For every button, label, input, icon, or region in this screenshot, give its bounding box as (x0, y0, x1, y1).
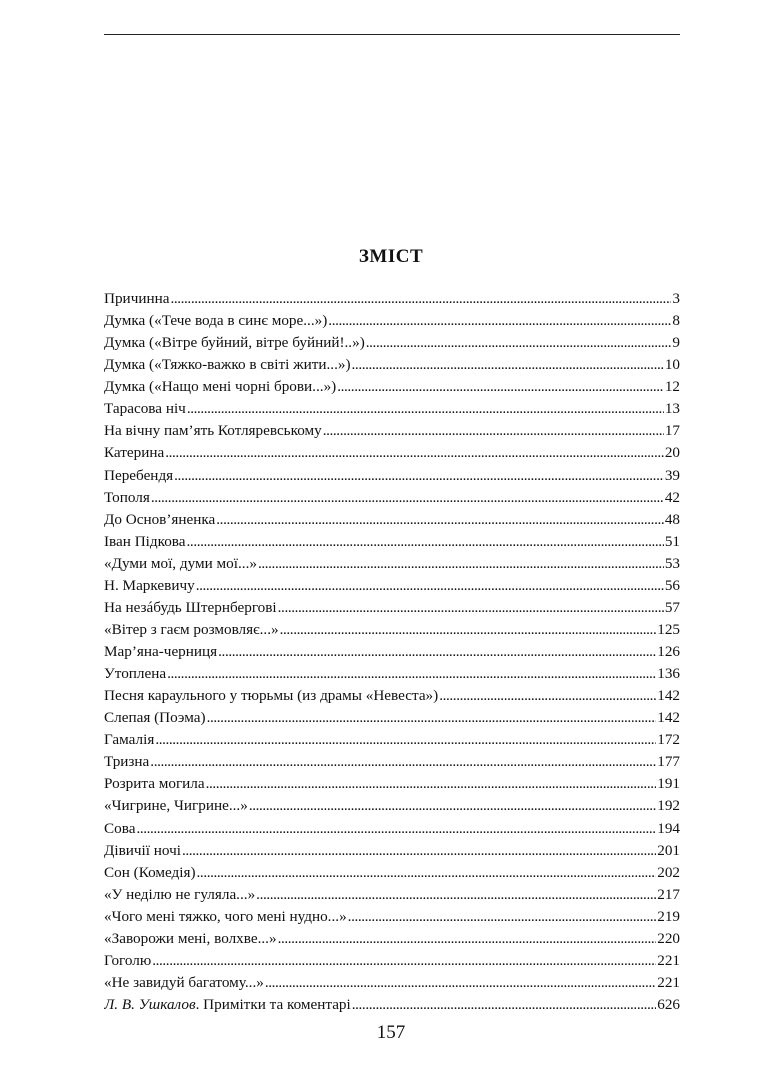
toc-entry (104, 354, 680, 376)
toc-entry-title (104, 619, 279, 641)
toc-entry-title (104, 376, 336, 398)
toc-entry (104, 884, 680, 906)
toc-entry-text: Песня караульного у тюрьмы (из драмы «Невеста») (104, 687, 439, 705)
toc-entry-text: Сон (Комедія) (104, 863, 196, 881)
toc-entry-text: Н. Маркевичу (104, 576, 195, 594)
toc-entry-title (104, 729, 154, 751)
dot-leader (216, 509, 664, 531)
dot-leader (352, 994, 656, 1016)
dot-leader (328, 310, 671, 332)
dot-leader (348, 906, 657, 928)
toc-entry-page: 126 (657, 643, 680, 660)
toc-entry-text: Утоплена (104, 665, 167, 683)
toc-entry-page: 626 (657, 996, 680, 1013)
toc-entry (104, 906, 680, 928)
toc-entry-page: 221 (657, 951, 680, 969)
toc-entry-text: Тополя (104, 488, 150, 506)
toc-entry (104, 972, 680, 994)
toc-entry-page: 194 (657, 819, 680, 837)
dot-leader (265, 972, 656, 994)
toc-entry (104, 288, 680, 310)
toc-entry-text: Думка («Вітре буйний, вітре буйний!..») (104, 334, 365, 352)
toc-entry (104, 641, 680, 663)
toc-entry-text: «Вітер з гаєм розмовляє...» (104, 620, 279, 638)
toc-entry (104, 531, 680, 553)
toc-entry-page: 20 (664, 444, 680, 462)
toc-entry-title (104, 862, 196, 884)
toc-entry (104, 729, 680, 751)
toc-entry-page: 10 (664, 356, 680, 374)
toc-entry-page: 17 (664, 422, 680, 440)
toc-entry-text: Слепая (Поэма) (104, 709, 206, 727)
toc-entry-title (104, 795, 248, 817)
toc-entry-page: 191 (657, 775, 680, 793)
toc-entry-page: 172 (657, 731, 680, 749)
toc-entry-text: Думка («Тече вода в синє море...») (104, 312, 328, 330)
toc-entry-page: 220 (657, 929, 680, 947)
toc-entry-text: Думка («Тяжко-важко в світі жити...») (104, 356, 351, 374)
toc-entry (104, 994, 680, 1016)
toc-entry (104, 773, 680, 795)
toc-entry-title (104, 773, 205, 795)
toc-entry-title (104, 553, 257, 575)
toc-entry-title (104, 442, 164, 464)
toc-entry-page: 53 (664, 554, 680, 572)
dot-leader (170, 288, 671, 310)
toc-entry-text: . Примітки та коментарі (195, 996, 351, 1013)
toc-entry (104, 818, 680, 840)
toc-entry (104, 795, 680, 817)
toc-entry (104, 840, 680, 862)
dot-leader (197, 862, 657, 884)
toc-entry-page: 8 (672, 312, 680, 330)
page-title: ЗМІСТ (358, 246, 424, 267)
toc-entry (104, 707, 680, 729)
toc-entry-text: На незáбудь Штернбергові (104, 598, 277, 616)
toc-entry (104, 310, 680, 332)
dot-leader (218, 641, 656, 663)
toc-entry-title (104, 840, 181, 862)
toc-entry-page: 56 (664, 576, 680, 594)
toc-entry (104, 553, 680, 575)
toc-entry-title (104, 310, 327, 332)
toc-entry (104, 619, 680, 641)
toc-entry (104, 663, 680, 685)
toc-entry-text: Іван Підкова (104, 532, 186, 550)
toc-entry-page: 221 (657, 973, 680, 991)
toc-entry (104, 862, 680, 884)
toc-entry-text: «Чого мені тяжко, чого мені нудно...» (104, 907, 347, 925)
toc-entry-page: 57 (664, 598, 680, 616)
toc-entry (104, 465, 680, 487)
toc-entry-page: 177 (657, 753, 680, 771)
toc-entry-title (104, 707, 206, 729)
toc-entry-text: Думка («Нащо мені чорні брови...») (104, 378, 337, 396)
toc-entry-title (104, 928, 277, 950)
toc-entry-page: 9 (672, 334, 680, 352)
toc-entry-title (104, 288, 169, 310)
toc-entry-title (104, 685, 438, 707)
toc-entry-title (104, 420, 322, 442)
toc-entry-title (104, 972, 264, 994)
toc-entry-page: 142 (657, 709, 680, 727)
toc-entry (104, 509, 680, 531)
toc-entry-text: До Основ’яненка (104, 510, 216, 528)
toc-entry-page: 51 (664, 532, 680, 550)
dot-leader (187, 531, 664, 553)
toc-entry-title (104, 354, 351, 376)
toc-entry-title (104, 597, 277, 619)
toc-entry-title (104, 509, 215, 531)
toc-entry-text: Перебендя (104, 466, 174, 484)
dot-leader (155, 729, 656, 751)
dot-leader (167, 663, 656, 685)
toc-entry-title (104, 575, 195, 597)
dot-leader (366, 332, 672, 354)
page-number: 157 (376, 1022, 406, 1043)
toc-entry-title (104, 332, 365, 354)
toc-entry-page: 192 (657, 797, 680, 815)
toc-entry-title (104, 884, 255, 906)
toc-entry-text: «У неділю не гуляла...» (104, 885, 256, 903)
dot-leader (165, 442, 664, 464)
toc-entry-title (104, 818, 135, 840)
toc-entry-page: 39 (664, 466, 680, 484)
toc-entry-title (104, 950, 151, 972)
toc-entry-text: «Не завидуй багатому...» (104, 973, 264, 991)
dot-leader (196, 575, 664, 597)
toc-entry (104, 928, 680, 950)
dot-leader (182, 840, 656, 862)
toc-entry-text: Гамалія (104, 731, 155, 749)
toc-entry-text: Сова (104, 819, 136, 837)
dot-leader (258, 553, 664, 575)
dot-leader (278, 597, 664, 619)
toc-entry-text: Гоголю (104, 951, 152, 969)
toc-entry (104, 376, 680, 398)
toc-entry-author: Л. В. Ушкалов (104, 996, 196, 1013)
dot-leader (136, 818, 656, 840)
toc-entry (104, 597, 680, 619)
toc-entry-page: 12 (664, 378, 680, 396)
dot-leader (187, 398, 664, 420)
dot-leader (150, 751, 656, 773)
toc-entry (104, 575, 680, 597)
toc-entry (104, 685, 680, 707)
toc-entry-page: 219 (657, 907, 680, 925)
dot-leader (207, 707, 657, 729)
toc-entry (104, 950, 680, 972)
toc-entry-title (104, 751, 149, 773)
toc-entry-text: «Заворожи мені, волхве...» (104, 929, 277, 947)
toc-entry-text: Причинна (104, 290, 170, 307)
dot-leader (323, 420, 664, 442)
toc-entry-title (104, 531, 186, 553)
dot-leader (152, 950, 656, 972)
dot-leader (249, 795, 656, 817)
toc-entry-text: «Думи мої, думи мої...» (104, 554, 257, 572)
toc-entry-page: 13 (664, 400, 680, 418)
toc-entry-page: 136 (657, 665, 680, 683)
toc-entry-text: Тарасова ніч (104, 400, 186, 418)
toc-entry (104, 332, 680, 354)
toc-entry-text: Катерина (104, 444, 165, 462)
toc-entry-text: На вічну пам’ять Котляревському (104, 422, 322, 440)
toc-entry-page: 125 (657, 620, 680, 638)
toc-entry-page: 42 (664, 488, 680, 506)
toc-entry-page: 3 (672, 290, 680, 307)
toc-entry-title (104, 663, 166, 685)
dot-leader (206, 773, 657, 795)
dot-leader (352, 354, 664, 376)
dot-leader (278, 928, 657, 950)
dot-leader (151, 487, 664, 509)
dot-leader (280, 619, 657, 641)
toc-entry-page: 201 (657, 841, 680, 859)
toc-entry-text: Мар’яна-черниця (104, 643, 218, 660)
dot-leader (439, 685, 656, 707)
toc-entry (104, 420, 680, 442)
toc-entry-text: Дівичії ночі (104, 841, 181, 859)
toc-entry-page: 48 (664, 510, 680, 528)
toc-entry (104, 751, 680, 773)
dot-leader (337, 376, 664, 398)
toc-entry-title (104, 398, 186, 420)
toc-entry-title (104, 994, 351, 1016)
toc-entry-title (104, 487, 150, 509)
toc-entry-title (104, 906, 347, 928)
header-rule (104, 34, 680, 35)
toc-entry (104, 487, 680, 509)
toc-entry-page: 217 (657, 885, 680, 903)
toc-entry-page: 202 (657, 863, 680, 881)
toc-entry-title (104, 641, 217, 663)
toc-entry-page: 142 (657, 687, 680, 705)
dot-leader (256, 884, 656, 906)
toc-entry (104, 398, 680, 420)
toc-entry (104, 442, 680, 464)
toc-entry-title (104, 465, 173, 487)
table-of-contents (104, 288, 680, 1016)
toc-entry-text: «Чигрине, Чигрине...» (104, 797, 248, 815)
dot-leader (174, 465, 664, 487)
toc-entry-text: Тризна (104, 753, 150, 771)
toc-entry-text: Розрита могила (104, 775, 205, 793)
